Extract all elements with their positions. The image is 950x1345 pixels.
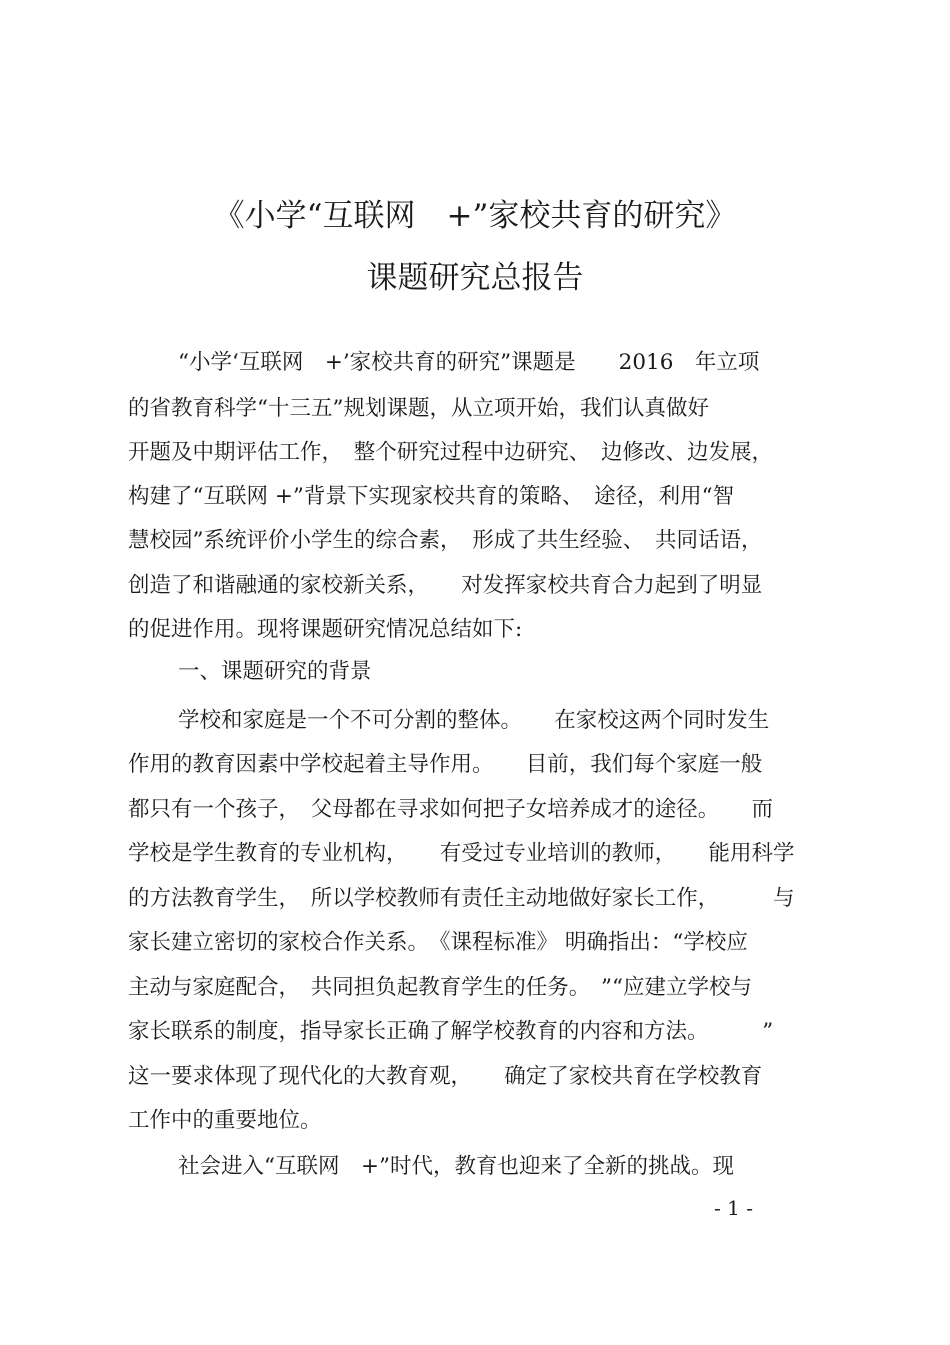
paragraph-line: 主动与家庭配合， 共同担负起教育学生的任务。 ”“应建立学校与 (128, 975, 752, 1000)
paragraph-line: 家长建立密切的家校合作关系。 《课程标准》 明确指出：“学校应 (128, 930, 748, 955)
paragraph-line: 的促进作用。现将课题研究情况总结如下: (128, 617, 523, 642)
paragraph-line: 这一要求体现了现代化的大教育观， 确定了家校共育在学校教育 (128, 1064, 763, 1089)
paragraph-line: 构建了“互联网 +”背景下实现家校共育的策略、 途径，利用“智 (128, 484, 735, 509)
paragraph-line: 的方法教育学生， 所以学校教师有责任主动地做好家长工作， 与 (128, 886, 795, 911)
page-number: - 1 - (714, 1196, 753, 1220)
paragraph-line: 的省教育科学“十三五”规划课题，从立项开始，我们认真做好 (128, 396, 709, 421)
paragraph-line: 都只有一个孩子， 父母都在寻求如何把子女培养成才的途径。 而 (128, 797, 774, 822)
paragraph-line: 慧校园”系统评价小学生的综合素， 形成了共生经验、 共同话语， (128, 528, 763, 553)
report-title-line-1: 《小学“互联网 +”家校共育的研究》 (213, 198, 737, 234)
paragraph-line: 家长联系的制度，指导家长正确了解学校教育的内容和方法。 ” (128, 1019, 774, 1044)
report-title-line-2: 课题研究总报告 (366, 260, 584, 296)
paragraph-line: 工作中的重要地位。 (128, 1108, 322, 1133)
paragraph-line: 社会进入“互联网 +”时代，教育也迎来了全新的挑战。现 (178, 1154, 735, 1179)
paragraph-line: 学校是学生教育的专业机构， 有受过专业培训的教师， 能用科学 (128, 841, 795, 866)
paragraph-line: 开题及中期评估工作， 整个研究过程中边研究、 边修改、边发展， (128, 440, 774, 465)
paragraph-line: “小学‘互联网 +’家校共育的研究”课题是 2016 年立项 (178, 350, 760, 375)
paragraph-line: 学校和家庭是一个不可分割的整体。 在家校这两个同时发生 (178, 708, 770, 733)
paragraph-line: 作用的教育因素中学校起着主导作用。 目前，我们每个家庭一般 (128, 752, 763, 777)
section-heading: 一、课题研究的背景 (178, 659, 372, 684)
paragraph-line: 创造了和谐融通的家校新关系， 对发挥家校共育合力起到了明显 (128, 573, 763, 598)
